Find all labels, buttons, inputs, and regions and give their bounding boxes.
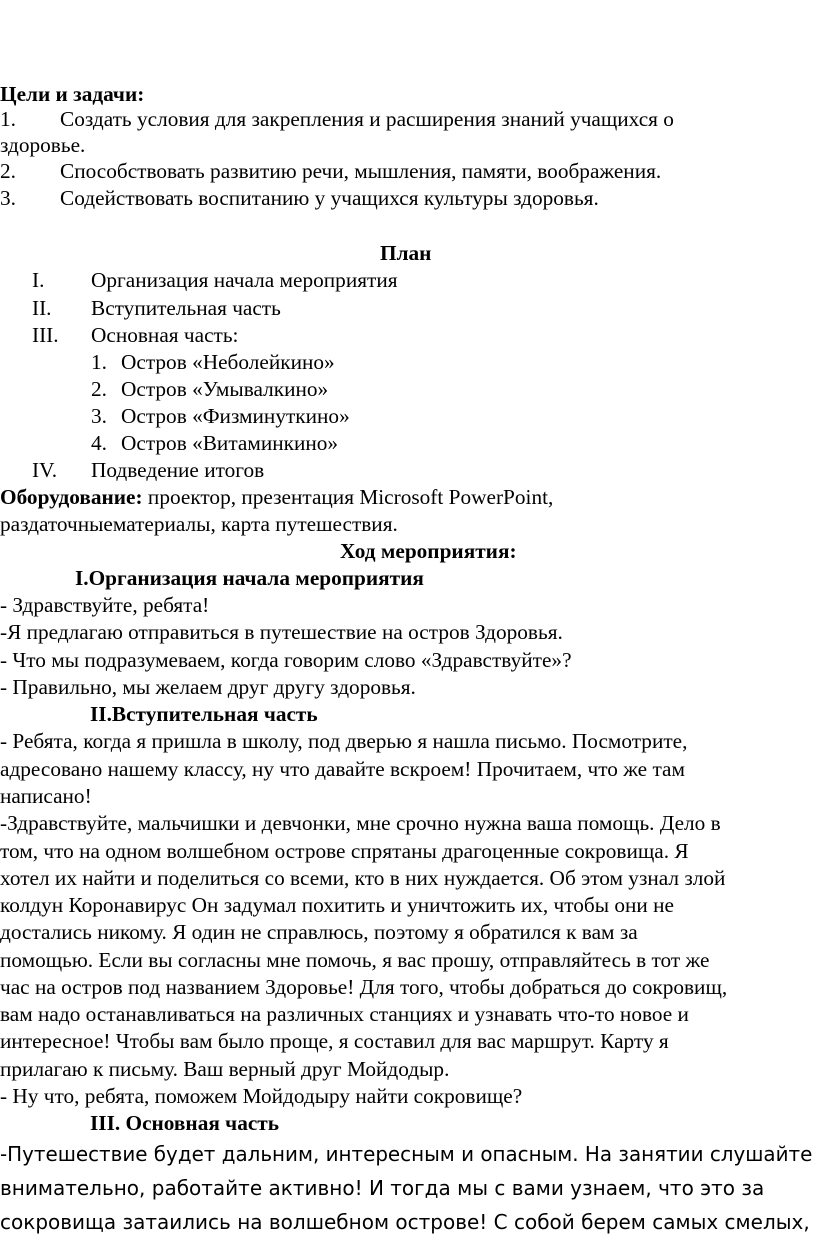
goal-num: 2.: [0, 159, 16, 183]
plan-sub-text: Остров «Витаминкино»: [121, 431, 339, 455]
paragraph-line: - Ну что, ребята, поможем Мойдодыру найти сокровище?: [0, 1084, 523, 1108]
paragraph-line: хотел их найти и поделиться со всеми, кто в них нуждается. Об этом узнал злой: [0, 866, 726, 890]
paragraph-line: колдун Коронавирус Он задумал похитить и уничтожить их, чтобы они не: [0, 893, 674, 917]
section1-heading: I.Организация начала мероприятия: [75, 566, 424, 590]
paragraph-line: интересное! Чтобы вам было проще, я составил для вас маршрут. Карту я: [0, 1029, 669, 1053]
plan-sub-text: Остров «Неболейкино»: [121, 350, 335, 374]
goals-heading: Цели и задачи:: [0, 82, 145, 106]
plan-num: I.: [32, 268, 45, 292]
goal-text: Содействовать воспитанию у учащихся культуры здоровья.: [60, 186, 599, 210]
equipment-text: проектор, презентация Microsoft PowerPoint,: [142, 485, 554, 509]
course-heading: Ход мероприятия:: [340, 539, 517, 563]
paragraph-line: -Здравствуйте, мальчишки и девчонки, мне срочно нужна ваша помощь. Дело в: [0, 811, 721, 835]
paragraph-line: прилагаю к письму. Ваш верный друг Мойдодыр.: [0, 1057, 450, 1081]
paragraph-line: -Путешествие будет дальним, интересным и опасным. На занятии слушайте: [0, 1142, 813, 1166]
plan-sub-num: 4.: [91, 431, 107, 455]
plan-sub-text: Остров «Умывалкино»: [121, 377, 329, 401]
equipment-label: Оборудование:: [0, 485, 143, 509]
paragraph-line: помощью. Если вы согласны мне помочь, я вас прошу, отправляйтесь в тот же: [0, 948, 710, 972]
paragraph-line: том, что на одном волшебном острове спрятаны драгоценные сокровища. Я: [0, 839, 689, 863]
goal-text: Создать условия для закрепления и расширения знаний учащихся о: [60, 107, 674, 131]
paragraph-line: сокровища затаились на волшебном острове! С собой берем самых смелых,: [0, 1210, 810, 1234]
plan-text: Подведение итогов: [91, 458, 265, 482]
paragraph-line: - Здравствуйте, ребята!: [0, 593, 210, 617]
equipment-line: [0, 487, 553, 508]
plan-num: II.: [32, 296, 52, 320]
goal-num: 3.: [0, 186, 16, 210]
plan-sub-num: 3.: [91, 404, 107, 428]
plan-sub-num: 1.: [91, 350, 107, 374]
paragraph-line: - Ребята, когда я пришла в школу, под дверью я нашла письмо. Посмотрите,: [0, 729, 688, 753]
plan-sub-num: 2.: [91, 377, 107, 401]
paragraph-line: вам надо останавливаться на различных станциях и узнавать что-то новое и: [0, 1002, 689, 1026]
plan-heading: План: [380, 241, 432, 265]
section3-heading: III. Основная часть: [90, 1111, 280, 1135]
goal-text: Способствовать развитию речи, мышления, памяти, воображения.: [60, 159, 662, 183]
plan-sub-text: Остров «Физминуткино»: [121, 404, 350, 428]
goal-item-1-cont: здоровье.: [0, 133, 86, 157]
goal-num: 1.: [0, 107, 16, 131]
equipment-cont: раздаточныематериалы, карта путешествия.: [0, 512, 398, 536]
paragraph-line: час на остров под названием Здоровье! Для того, чтобы добраться до сокровищ,: [0, 975, 728, 999]
plan-text: Основная часть:: [91, 323, 239, 347]
paragraph-line: достались никому. Я один не справлюсь, поэтому я обратился к вам за: [0, 920, 638, 944]
paragraph-line: внимательно, работайте активно! И тогда мы с вами узнаем, что это за: [0, 1176, 765, 1200]
paragraph-line: - Правильно, мы желаем друг другу здоровья.: [0, 675, 416, 699]
paragraph-line: адресовано нашему классу, ну что давайте вскроем! Прочитаем, что же там: [0, 757, 685, 781]
plan-text: Вступительная часть: [91, 296, 281, 320]
paragraph-line: -Я предлагаю отправиться в путешествие на остров Здоровья.: [0, 620, 563, 644]
plan-text: Организация начала мероприятия: [91, 268, 398, 292]
section2-heading: II.Вступительная часть: [90, 702, 318, 726]
paragraph-line: - Что мы подразумеваем, когда говорим слово «Здравствуйте»?: [0, 648, 572, 672]
paragraph-line: написано!: [0, 784, 92, 808]
plan-num: III.: [32, 323, 59, 347]
plan-num: IV.: [32, 458, 58, 482]
